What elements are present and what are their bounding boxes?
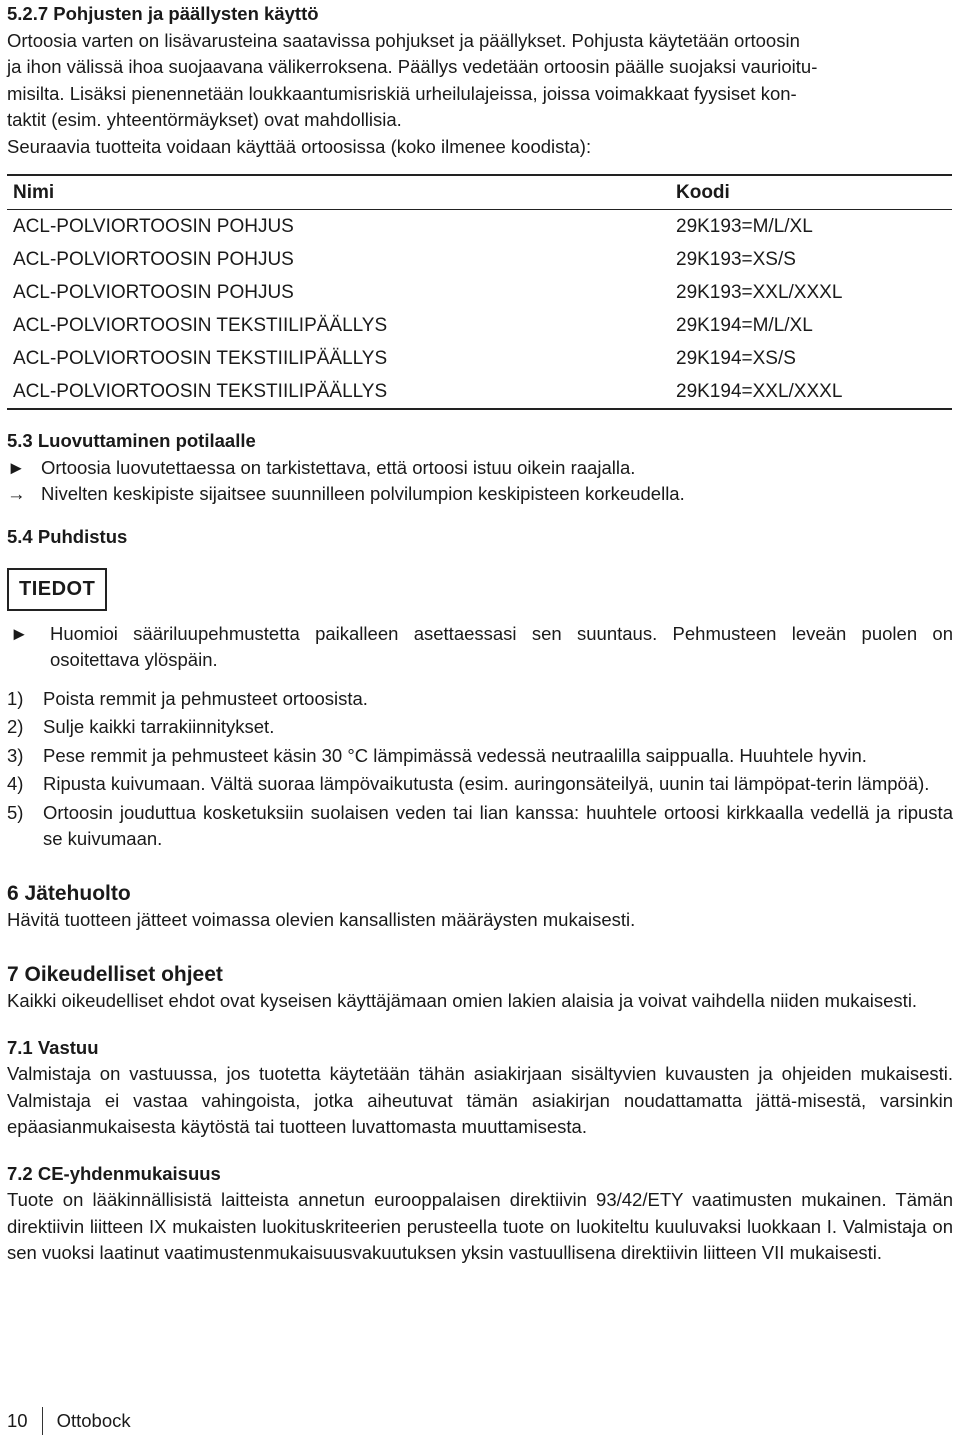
section-heading-5-2-7: 5.2.7 Pohjusten ja päällysten käyttö <box>7 3 319 24</box>
table-row <box>7 342 952 375</box>
section-heading-7-2: 7.2 CE-yhdenmukaisuus <box>7 1162 221 1184</box>
page-footer <box>7 1407 131 1435</box>
triangle-bullet-icon: ► <box>7 456 26 478</box>
step-text: Pese remmit ja pehmusteet käsin 30 °C lämpimässä vedessä neutraalilla saippualla. Huuhtele hyvin. <box>43 744 867 766</box>
product-code-table <box>7 174 952 410</box>
list-item <box>7 800 953 853</box>
product-code-cell: 29K194=M/L/XL <box>676 315 813 336</box>
brand-name: Ottobock <box>56 1409 131 1431</box>
table-row <box>7 210 952 244</box>
product-code-cell: 29K193=XS/S <box>676 249 796 270</box>
step-text: Poista remmit ja pehmusteet ortoosista. <box>43 687 368 709</box>
note-text: Huomioi sääriluupehmustetta paikalleen asettaessasi sen suuntaus. Pehmusteen leveän puolen on osoitettava ylöspäin. <box>50 622 953 670</box>
section-heading-7-1: 7.1 Vastuu <box>7 1036 99 1058</box>
triangle-bullet-icon: ► <box>10 622 29 644</box>
products-intro-text: Seuraavia tuotteita voidaan käyttää ortoosissa (koko ilmenee koodista): <box>7 135 592 157</box>
table-row <box>7 243 952 276</box>
step-number: 4) <box>7 773 24 794</box>
legal-text: Kaikki oikeudelliset ehdot ovat kyseisen käyttäjämaan omien lakien alaisia ja voivat vaihdella niiden mukaisesti. <box>7 990 918 1011</box>
footer-divider <box>42 1407 43 1435</box>
disposal-text: Hävitä tuotteen jätteet voimassa olevien kansallisten määräysten mukaisesti. <box>7 909 636 930</box>
step-text: Sulje kaikki tarrakiinnitykset. <box>43 716 275 737</box>
result-line <box>7 481 953 508</box>
list-item <box>7 686 953 713</box>
step-number: 3) <box>7 744 24 766</box>
step-number: 5) <box>7 801 24 823</box>
table-header-row <box>7 175 952 210</box>
product-code-cell: 29K194=XXL/XXXL <box>676 381 843 402</box>
product-name-cell: ACL-POLVIORTOOSIN TEKSTIILIPÄÄLLYS <box>13 348 388 369</box>
note-instruction <box>10 621 953 674</box>
text-line: taktit (esim. yhteentörmäykset) ovat mahdollisia. <box>7 109 402 130</box>
product-name-cell: ACL-POLVIORTOOSIN POHJUS <box>13 282 294 303</box>
note-label-box: TIEDOT <box>7 568 107 611</box>
step-number: 2) <box>7 716 24 737</box>
table-row <box>7 375 952 409</box>
section-heading-5-4: 5.4 Puhdistus <box>7 525 128 547</box>
table-row <box>7 309 952 342</box>
text-line: Ortoosia varten on lisävarusteina saatavissa pohjukset ja päällykset. Pohjusta käytetään ortoosin <box>7 29 800 51</box>
product-name-cell: ACL-POLVIORTOOSIN POHJUS <box>13 249 294 270</box>
column-header-name: Nimi <box>7 175 670 210</box>
step-text: Ortoosin jouduttua kosketuksiin suolaisen veden tai lian kanssa: huuhtele ortoosi kirkkaalla vedellä ja ripusta se kuivumaan. <box>43 801 953 849</box>
column-header-code: Koodi <box>670 175 952 210</box>
step-number: 1) <box>7 687 24 709</box>
product-code-cell: 29K193=XXL/XXXL <box>676 282 843 303</box>
section-heading-5-3: 5.3 Luovuttaminen potilaalle <box>7 430 256 451</box>
section-heading-7: 7 Oikeudelliset ohjeet <box>7 962 223 986</box>
product-name-cell: ACL-POLVIORTOOSIN POHJUS <box>13 216 294 237</box>
product-name-cell: ACL-POLVIORTOOSIN TEKSTIILIPÄÄLLYS <box>13 315 388 336</box>
product-code-cell: 29K193=M/L/XL <box>676 216 813 237</box>
table-row <box>7 276 952 309</box>
list-item <box>7 771 953 798</box>
arrow-right-icon: → <box>7 483 26 504</box>
page-number: 10 <box>7 1409 28 1431</box>
list-item <box>7 743 953 770</box>
liability-text: Valmistaja on vastuussa, jos tuotetta käytetään tähän asiakirjaan sisältyvien kuvausten ja ohjeiden mukaisesti. Valmistaja ei vastaa vahingoista, jotka aiheutuvat tämän asiakirjan noudattamatta jättä-misestä, varsinkin epäasianmukaisesta käytöstä tai tuotteen luvattomasta muuttamisesta. <box>7 1063 953 1137</box>
intro-paragraph <box>7 28 953 134</box>
list-item <box>7 714 953 741</box>
product-name-cell: ACL-POLVIORTOOSIN TEKSTIILIPÄÄLLYS <box>13 381 388 402</box>
product-code-cell: 29K194=XS/S <box>676 348 796 369</box>
ce-conformity-text: Tuote on lääkinnällisistä laitteista annetun eurooppalaisen direktiivin 93/42/ETY vaatimusten mukainen. Tämän direktiivin liitteen IX mukaisten luokituskriteerien perusteella tuote on luokiteltu kuuluvaksi luokkaan I. Valmistaja on sen vuoksi laatinut vaatimustenmukaisuusvakuutuksen yksin vastuullisena direktiivin liitteen VII mukaisesti. <box>7 1189 953 1263</box>
cleaning-steps-list <box>7 686 953 853</box>
text-line: ja ihon välissä ihoa suojaavana välikerroksena. Päällys vedetään ortoosin päälle suojaksi vaurioitu- <box>7 56 818 77</box>
section-heading-6: 6 Jätehuolto <box>7 881 131 905</box>
text-line: misilta. Lisäksi pienennetään loukkaantumisriskiä urheilulajeissa, joissa voimakkaat fyysiset kon- <box>7 82 797 104</box>
instruction-text: Ortoosia luovutettaessa on tarkistettava, että ortoosi istuu oikein raajalla. <box>41 456 636 478</box>
document-page <box>7 0 953 1267</box>
instruction-bullet <box>7 455 953 482</box>
result-text: Nivelten keskipiste sijaitsee suunnilleen polvilumpion keskipisteen korkeudella. <box>41 483 685 504</box>
step-text: Ripusta kuivumaan. Vältä suoraa lämpövaikutusta (esim. auringonsäteilyä, uunin tai lämpöpat-terin lämpöä). <box>43 773 930 794</box>
